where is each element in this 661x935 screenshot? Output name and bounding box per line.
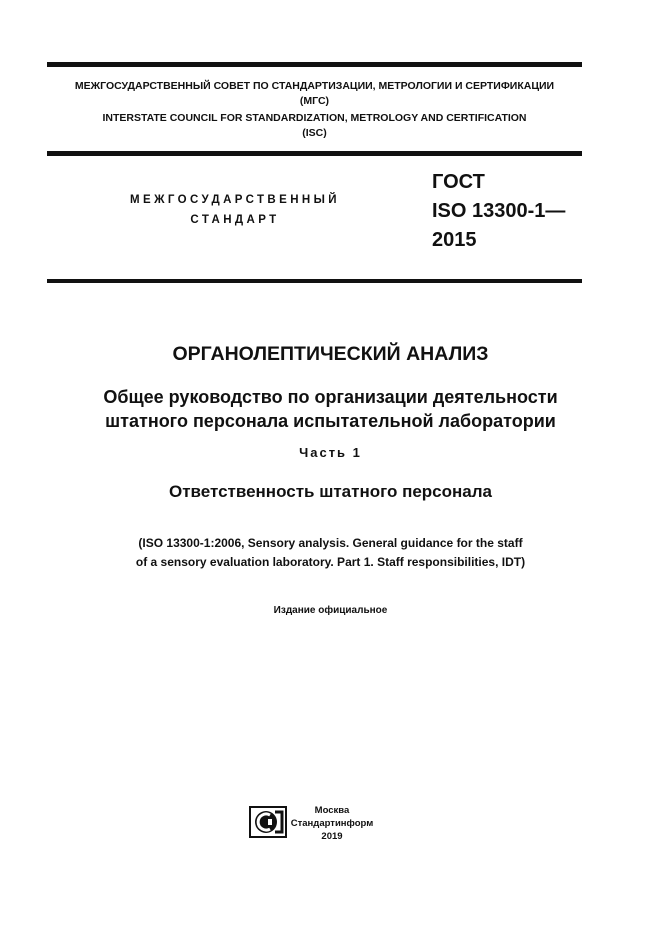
- publisher-name: Стандартинформ: [290, 818, 374, 829]
- iso-reference: [20, 534, 641, 572]
- header-rule: [47, 151, 582, 156]
- council-ru-abbr: (МГС): [299, 95, 330, 107]
- standard-type: [100, 190, 370, 230]
- council-ru-name: МЕЖГОСУДАРСТВЕННЫЙ СОВЕТ ПО СТАНДАРТИЗАЦИИ, МЕТРОЛОГИИ И СЕРТИФИКАЦИИ: [74, 80, 555, 92]
- subtitle-line2: штатного персонала испытательной лаборатории: [105, 411, 556, 431]
- designation-gost: ГОСТ: [432, 171, 485, 193]
- iso-reference-line2: of a sensory evaluation laboratory. Part 1. Staff responsibilities, IDT): [135, 555, 526, 569]
- standard-type-line1: МЕЖГОСУДАРСТВЕННЫЙ: [130, 194, 340, 206]
- council-en-abbr: (ISC): [302, 127, 327, 139]
- council-en: [47, 111, 582, 141]
- iso-reference-line1: (ISO 13300-1:2006, Sensory analysis. General guidance for the staff: [138, 536, 523, 550]
- council-en-name: INTERSTATE COUNCIL FOR STANDARDIZATION, METROLOGY AND CERTIFICATION: [102, 112, 527, 124]
- council-ru: [47, 79, 582, 109]
- document-subtitle: [20, 385, 641, 433]
- edition-note: Издание официальное: [273, 605, 388, 616]
- subtitle-line1: Общее руководство по организации деятельности: [103, 387, 558, 407]
- document-title: ОРГАНОЛЕПТИЧЕСКИЙ АНАЛИЗ: [172, 343, 489, 365]
- designation-rule: [47, 279, 582, 283]
- publisher-year: 2019: [321, 831, 343, 842]
- standard-type-line2: СТАНДАРТ: [190, 214, 280, 226]
- designation-year: 2015: [432, 229, 477, 251]
- part-title: Ответственность штатного персонала: [168, 482, 493, 501]
- part-number: Часть 1: [299, 445, 362, 460]
- publisher-city: Москва: [314, 805, 350, 816]
- publisher: [290, 804, 374, 843]
- designation: [432, 168, 565, 255]
- standartinform-logo-icon: [249, 806, 287, 838]
- top-rule: [47, 62, 582, 67]
- designation-number: ISO 13300-1—: [432, 200, 566, 222]
